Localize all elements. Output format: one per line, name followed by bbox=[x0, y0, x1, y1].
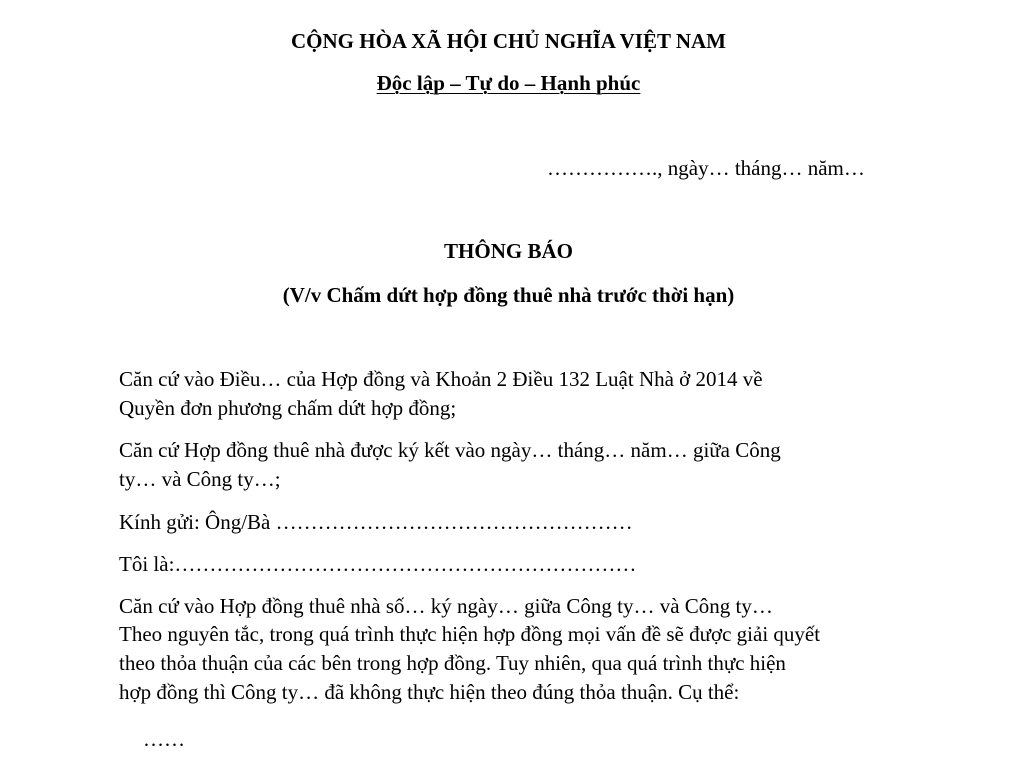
paragraph-5-line-4: hợp đồng thì Công ty… đã không thực hiện theo đúng thỏa thuận. Cụ thể: bbox=[119, 680, 740, 704]
national-motto bbox=[0, 70, 1017, 96]
paragraph-2-line-2: ty… và Công ty…; bbox=[119, 467, 281, 491]
paragraph-1-line-2: Quyền đơn phương chấm dứt hợp đồng; bbox=[119, 396, 457, 420]
national-header: CỘNG HÒA XÃ HỘI CHỦ NGHĨA VIỆT NAM bbox=[290, 29, 727, 53]
paragraph-1-line-1: Căn cứ vào Điều… của Hợp đồng và Khoản 2 Điều 132 Luật Nhà ở 2014 về bbox=[119, 367, 763, 391]
motto-text: Độc lập – Tự do – Hạnh phúc bbox=[376, 71, 641, 95]
paragraph-5-line-3: theo thỏa thuận của các bên trong hợp đồng. Tuy nhiên, qua quá trình thực hiện bbox=[119, 651, 786, 675]
paragraph-2-line-1: Căn cứ Hợp đồng thuê nhà được ký kết vào ngày… tháng… năm… giữa Công bbox=[119, 438, 781, 462]
document-title: THÔNG BÁO bbox=[444, 239, 573, 263]
sender-line: Tôi là:………………………………………………………… bbox=[119, 552, 637, 576]
recipient-line: Kính gửi: Ông/Bà …………………………………………… bbox=[119, 510, 633, 534]
date-line: ……………., ngày… tháng… năm… bbox=[547, 156, 865, 180]
document-subtitle: (V/v Chấm dứt hợp đồng thuê nhà trước thời hạn) bbox=[282, 283, 735, 307]
paragraph-5-line-1: Căn cứ vào Hợp đồng thuê nhà số… ký ngày… giữa Công ty… và Công ty… bbox=[119, 594, 773, 618]
continuation-ellipsis: …… bbox=[143, 727, 185, 751]
paragraph-5-line-2: Theo nguyên tắc, trong quá trình thực hiện hợp đồng mọi vấn đề sẽ được giải quyết bbox=[119, 622, 821, 646]
